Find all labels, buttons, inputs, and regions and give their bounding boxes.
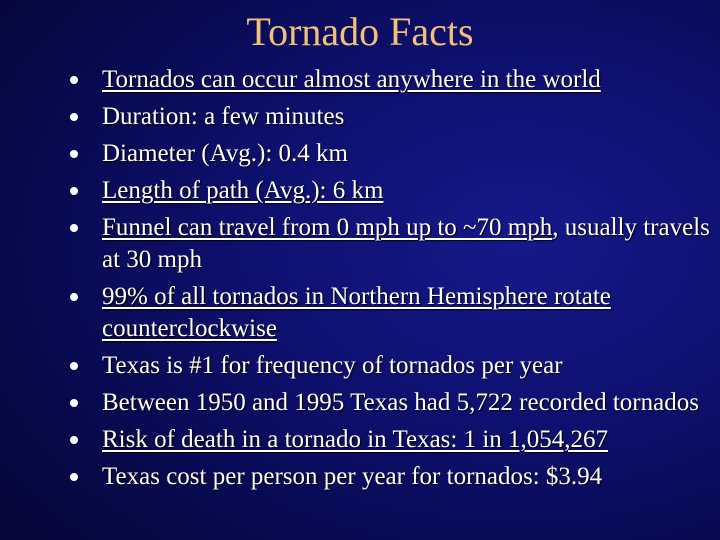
bullet-dot-icon <box>70 473 78 481</box>
bullet-dot-icon <box>70 113 78 121</box>
bullet-text-suffix: , usually travels at 30 mph <box>102 214 710 273</box>
bullet-dot-icon <box>70 293 78 301</box>
bullet-text: Diameter (Avg.): 0.4 km <box>102 140 348 167</box>
bullet-text: Texas cost per person per year for tornados: $3.94 <box>102 463 603 490</box>
bullet-text: Texas is #1 for frequency of tornados per year <box>102 352 563 379</box>
bullet-item <box>70 424 710 456</box>
bullet-text: Tornados can occur almost anywhere in the world <box>102 66 601 93</box>
bullet-text: Risk of death in a tornado in Texas: 1 in 1,054,267 <box>102 426 609 453</box>
bullet-text: 99% of all tornados in Northern Hemisphere rotate counterclockwise <box>102 283 611 342</box>
bullet-dot-icon <box>70 150 78 158</box>
bullet-dot-icon <box>70 436 78 444</box>
bullet-item <box>70 101 710 133</box>
bullet-item <box>70 175 710 207</box>
bullet-dot-icon <box>70 187 78 195</box>
slide-title: Tornado Facts <box>246 9 474 54</box>
bullet-item <box>70 281 710 345</box>
bullet-dot-icon <box>70 362 78 370</box>
bullet-text: Between 1950 and 1995 Texas had 5,722 recorded tornados <box>102 389 699 416</box>
bullet-text: Duration: a few minutes <box>102 103 345 130</box>
bullet-text: Funnel can travel from 0 mph up to ~70 mph <box>102 214 553 241</box>
bullet-item <box>70 138 710 170</box>
bullet-item <box>70 387 710 419</box>
bullet-item <box>70 64 710 96</box>
bullet-item <box>70 350 710 382</box>
bullet-dot-icon <box>70 224 78 232</box>
bullet-item <box>70 461 710 493</box>
bullet-item <box>70 212 710 276</box>
bullet-dot-icon <box>70 399 78 407</box>
bullet-dot-icon <box>70 76 78 84</box>
bullet-list <box>70 64 710 493</box>
bullet-text: Length of path (Avg.): 6 km <box>102 177 384 204</box>
